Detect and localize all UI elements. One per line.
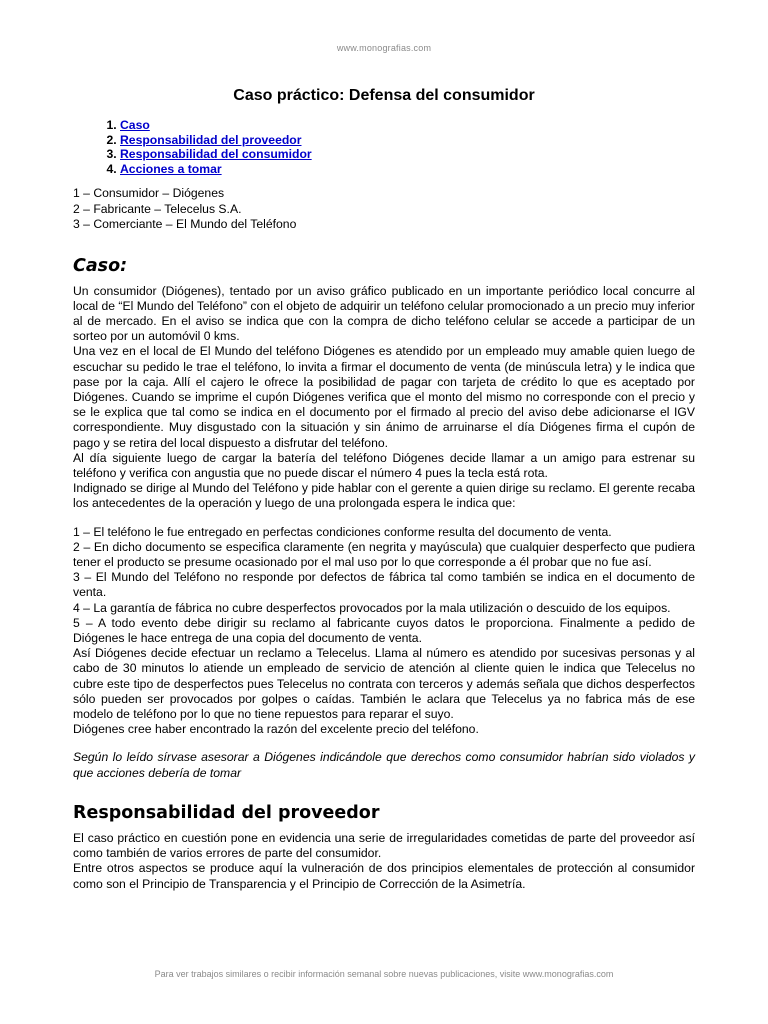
footer-note: Para ver trabajos similares o recibir información semanal sobre nuevas publicaciones, visite www.monografias.com xyxy=(154,969,614,979)
toc-link-proveedor[interactable]: Responsabilidad del proveedor xyxy=(120,132,302,147)
numbered-point: 2 – En dicho documento se especifica claramente (en negrita y mayúscula) que cualquier desperfecto que pudiera tener el producto se presume ocasionado por el mal uso por lo que corresponde a él probar que no fue así. xyxy=(73,539,695,570)
toc-link-consumidor[interactable]: Responsabilidad del consumidor xyxy=(120,147,312,162)
parties-list xyxy=(73,186,695,232)
paragraph: Indignado se dirige al Mundo del Teléfono y pide hablar con el gerente a quien dirige su reclamo. El gerente recaba los antecedentes de la operación y luego de una prolongada espera le indica que: xyxy=(73,481,695,511)
party-line: 2 – Fabricante – Telecelus S.A. xyxy=(73,201,242,216)
toc-link-caso[interactable]: Caso xyxy=(120,118,150,132)
toc-item xyxy=(120,118,695,133)
numbered-point: 5 – A todo evento debe dirigir su reclamo al fabricante cuyos datos le proporciona. Finalmente a pedido de Diógenes le hace entrega de una copia del documento de venta. xyxy=(73,615,695,646)
paragraph: El caso práctico en cuestión pone en evidencia una serie de irregularidades cometidas de parte del proveedor así como también de varios errores de parte del consumidor. xyxy=(73,830,695,861)
paragraph: Así Diógenes decide efectuar un reclamo a Telecelus. Llama al número es atendido por sucesivas personas y al cabo de 30 minutos lo atiende un empleado de servicio de atención al cliente quien le indica que Telecelus no cubre este tipo de desperfectos pues Telecelus no contrata con terceros y además señala que dichos desperfectos sólo pueden ser provocados por golpes o caídas. También le aclara que Telecelus ya no fabrica más de ese modelo de teléfono por lo que no tiene repuestos para reparar el suyo. xyxy=(73,646,695,722)
toc-link-acciones[interactable]: Acciones a tomar xyxy=(120,161,222,176)
numbered-point: 3 – El Mundo del Teléfono no responde por defectos de fábrica tal como también se indica en el documento de venta. xyxy=(73,570,695,600)
party-line: 3 – Comerciante – El Mundo del Teléfono xyxy=(73,217,297,232)
toc-item xyxy=(120,162,695,177)
paragraph: Una vez en el local de El Mundo del teléfono Diógenes es atendido por un empleado muy amable quien luego de escuchar su pedido le trae el teléfono, lo invita a firmar el documento de venta (de minúscula letra) y le indica que pase por la caja. Allí el cajero le ofrece la posibilidad de pagar con tarjeta de crédito lo que es aceptado por Diógenes. Cuando se imprime el cupón Diógenes verifica que el monto del mismo no corresponde con el precio y se le explica que tal como se indica en el documento por el firmado al precio del aviso debe adicionarse el IGV correspondiente. Muy disgustado con la situación y sin ánimo de arruinarse el día Diógenes firma el cupón de pago y se retira del local dispuesto a disfrutar del teléfono. xyxy=(73,344,695,450)
paragraph: Entre otros aspectos se produce aquí la vulneración de dos principios elementales de protección al consumidor como son el Principio de Transparencia y el Principio de Corrección de la Asimetría. xyxy=(73,861,695,891)
table-of-contents xyxy=(73,118,695,176)
header-site-url: www.monografias.com xyxy=(336,43,432,53)
section-heading-caso: Caso: xyxy=(73,255,128,276)
paragraph: Al día siguiente luego de cargar la batería del teléfono Diógenes decide llamar a un amigo para estrenar su teléfono y verifica con angustia que no puede discar el número 4 pues la tecla está rota. xyxy=(73,450,695,481)
document-body xyxy=(73,86,695,892)
party-line: 1 – Consumidor – Diógenes xyxy=(73,186,225,201)
paragraph: Diógenes cree haber encontrado la razón del excelente precio del teléfono. xyxy=(73,722,479,737)
numbered-point: 4 – La garantía de fábrica no cubre desperfectos provocados por la mala utilización o descuido de los equipos. xyxy=(73,600,671,615)
paragraph: Un consumidor (Diógenes), tentado por un aviso gráfico publicado en un importante periódico local concurre al local de “El Mundo del Teléfono” con el objeto de adquirir un teléfono celular promocionado a un precio muy inferior al de mercado. En el aviso se indica que con la compra de dicho teléfono celular se accede a participar de un sorteo por un automóvil 0 kms. xyxy=(73,283,695,344)
toc-item xyxy=(120,133,695,148)
numbered-point: 1 – El teléfono le fue entregado en perfectas condiciones conforme resulta del documento de venta. xyxy=(73,524,612,539)
section-heading-proveedor: Responsabilidad del proveedor xyxy=(73,802,380,823)
document-title: Caso práctico: Defensa del consumidor xyxy=(233,87,535,104)
case-question: Según lo leído sírvase asesorar a Diógenes indicándole que derechos como consumidor habrían sido violados y que acciones debería de tomar xyxy=(73,750,695,780)
toc-item xyxy=(120,147,695,162)
